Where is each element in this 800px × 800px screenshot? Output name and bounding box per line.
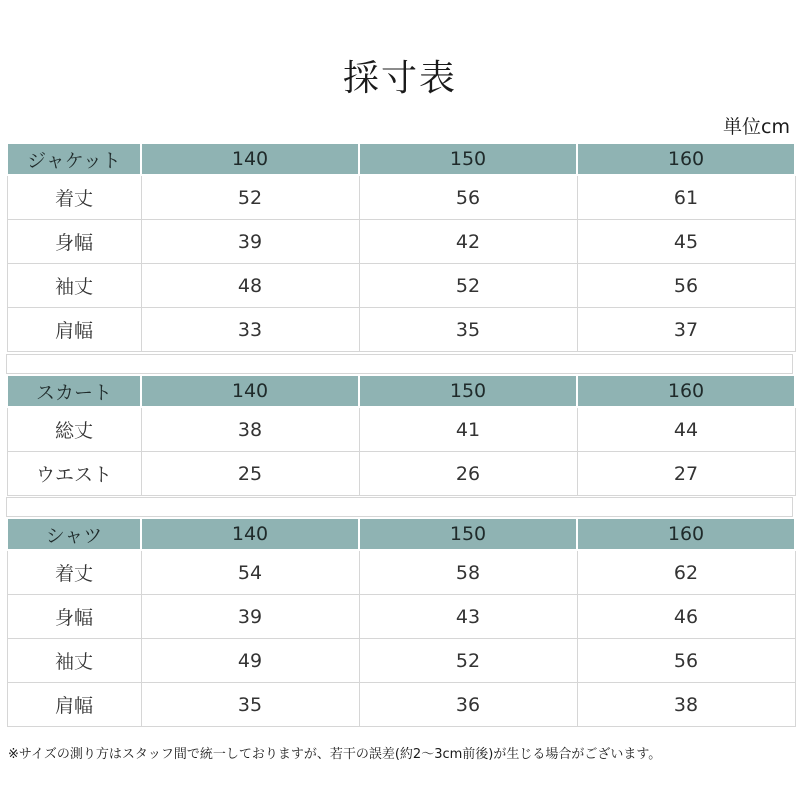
size-header: 160 (577, 375, 795, 407)
table-cell: 46 (577, 595, 795, 639)
unit-label: 単位cm (723, 116, 790, 138)
table-cell: 61 (577, 175, 795, 220)
table-cell: 33 (141, 308, 359, 352)
size-header: 150 (359, 518, 577, 550)
table-row (7, 407, 795, 452)
size-header: 140 (141, 143, 359, 175)
measure-label: 身幅 (7, 220, 141, 264)
table-cell: 42 (359, 220, 577, 264)
table-row (7, 452, 795, 496)
table-cell: 36 (359, 683, 577, 727)
measure-label: 身幅 (7, 595, 141, 639)
table-spacer (6, 354, 793, 374)
skirt-size-table (6, 374, 796, 496)
table-cell: 35 (141, 683, 359, 727)
table-header-row (7, 375, 795, 407)
table-cell: 48 (141, 264, 359, 308)
measure-label: 総丈 (7, 407, 141, 452)
measure-label: 肩幅 (7, 683, 141, 727)
table-cell: 44 (577, 407, 795, 452)
table-cell: 58 (359, 550, 577, 595)
measurement-note: ※サイズの測り方はスタッフ間で統一しておりますが、若干の誤差(約2〜3cm前後)が生じる場合がございます。 (8, 747, 662, 762)
table-cell: 35 (359, 308, 577, 352)
table-row (7, 683, 795, 727)
table-cell: 25 (141, 452, 359, 496)
table-cell: 49 (141, 639, 359, 683)
measure-label: 袖丈 (7, 639, 141, 683)
table-row (7, 595, 795, 639)
table-cell: 52 (359, 639, 577, 683)
table-row (7, 639, 795, 683)
section-label: スカート (7, 375, 141, 407)
jacket-size-table (6, 142, 796, 352)
section-label: ジャケット (7, 143, 141, 175)
table-cell: 39 (141, 595, 359, 639)
table-cell: 56 (359, 175, 577, 220)
table-row (7, 175, 795, 220)
table-cell: 56 (577, 639, 795, 683)
measure-label: 着丈 (7, 175, 141, 220)
table-cell: 45 (577, 220, 795, 264)
table-cell: 52 (141, 175, 359, 220)
measure-label: ウエスト (7, 452, 141, 496)
size-header: 160 (577, 518, 795, 550)
shirt-size-table (6, 517, 796, 727)
section-label: シャツ (7, 518, 141, 550)
measure-label: 着丈 (7, 550, 141, 595)
table-cell: 54 (141, 550, 359, 595)
size-header: 140 (141, 375, 359, 407)
table-cell: 41 (359, 407, 577, 452)
table-cell: 52 (359, 264, 577, 308)
table-cell: 39 (141, 220, 359, 264)
table-cell: 26 (359, 452, 577, 496)
table-cell: 62 (577, 550, 795, 595)
size-header: 160 (577, 143, 795, 175)
page-title: 採寸表 (342, 58, 457, 99)
table-row (7, 308, 795, 352)
table-cell: 43 (359, 595, 577, 639)
table-cell: 27 (577, 452, 795, 496)
measure-label: 袖丈 (7, 264, 141, 308)
size-header: 150 (359, 143, 577, 175)
size-header: 140 (141, 518, 359, 550)
table-cell: 38 (577, 683, 795, 727)
table-header-row (7, 518, 795, 550)
table-spacer (6, 497, 793, 517)
table-cell: 38 (141, 407, 359, 452)
table-header-row (7, 143, 795, 175)
table-cell: 37 (577, 308, 795, 352)
measure-label: 肩幅 (7, 308, 141, 352)
table-row (7, 264, 795, 308)
table-cell: 56 (577, 264, 795, 308)
size-header: 150 (359, 375, 577, 407)
table-row (7, 550, 795, 595)
table-row (7, 220, 795, 264)
